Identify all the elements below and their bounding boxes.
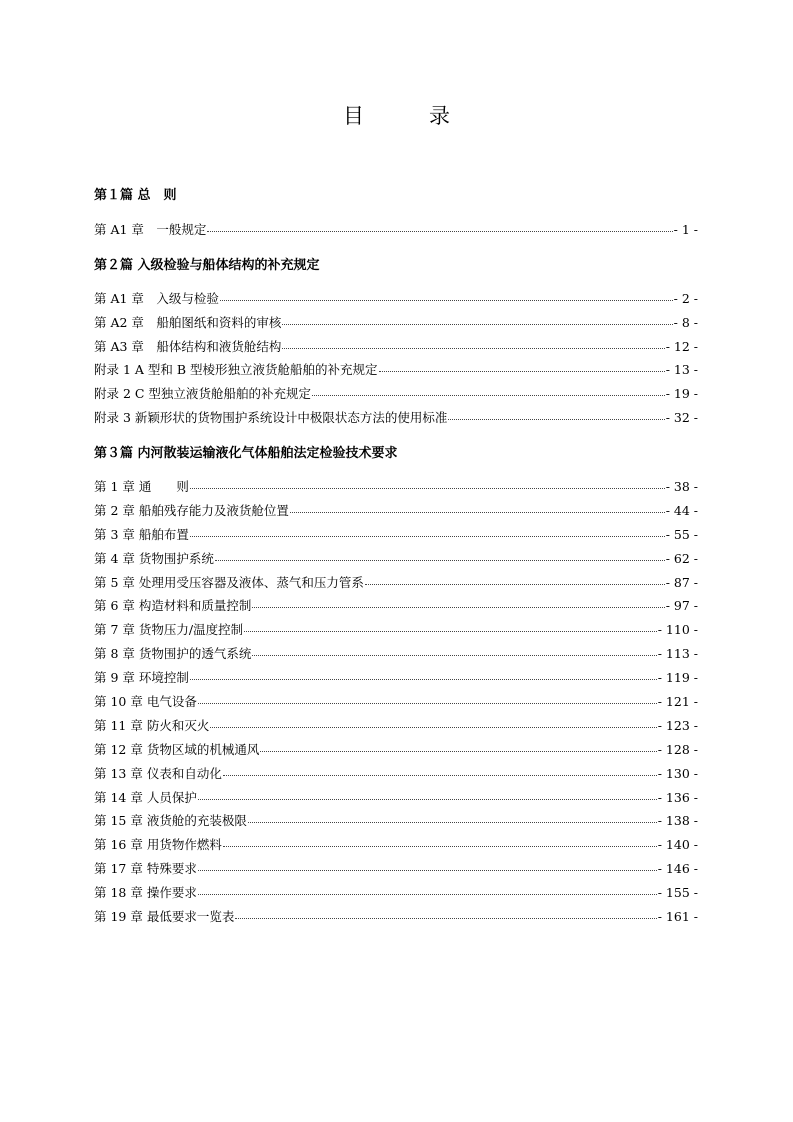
toc-entry-label: 第 A3 章 船体结构和液货舱结构 bbox=[94, 339, 282, 354]
toc-entry[interactable] bbox=[94, 313, 698, 331]
toc-entry-label: 第 17 章 特殊要求 bbox=[94, 861, 197, 876]
toc-entry-label: 第 8 章 货物围护的透气系统 bbox=[94, 646, 252, 661]
toc-entry[interactable] bbox=[94, 360, 698, 378]
toc-entry[interactable] bbox=[94, 644, 698, 662]
toc-entry[interactable] bbox=[94, 835, 698, 853]
toc-entry-page: - 13 - bbox=[665, 362, 698, 377]
toc-entry[interactable] bbox=[94, 740, 698, 758]
toc-entry-label: 第 3 章 船舶布置 bbox=[94, 527, 189, 542]
leader-dots bbox=[365, 583, 665, 585]
toc-entry[interactable] bbox=[94, 501, 698, 519]
part-heading: 第２篇 入级检验与船体结构的补充规定 bbox=[94, 258, 320, 273]
toc-entry-page: - 136 - bbox=[657, 790, 698, 805]
toc-entry-page: - 161 - bbox=[657, 909, 698, 924]
toc-entry-label: 附录 1 A 型和 B 型棱形独立液货舱船舶的补充规定 bbox=[94, 362, 378, 377]
leader-dots bbox=[252, 654, 656, 656]
toc-entry[interactable] bbox=[94, 907, 698, 925]
toc-entry-page: - 123 - bbox=[657, 718, 698, 733]
toc-entry-page: - 130 - bbox=[657, 766, 698, 781]
toc-entry[interactable] bbox=[94, 692, 698, 710]
leader-dots bbox=[223, 845, 657, 847]
leader-dots bbox=[190, 678, 657, 680]
leader-dots bbox=[198, 893, 657, 895]
toc-entry-page: - 121 - bbox=[657, 694, 698, 709]
toc-entry-page: - 138 - bbox=[657, 813, 698, 828]
toc-entry-label: 第 A1 章 一般规定 bbox=[94, 222, 207, 237]
toc-entry-label: 第 11 章 防火和灭火 bbox=[94, 718, 210, 733]
toc-entry-label: 第 2 章 船舶残存能力及液货舱位置 bbox=[94, 503, 289, 518]
toc-entry-page: - 8 - bbox=[673, 315, 698, 330]
toc-entry-label: 附录 3 新颖形状的货物围护系统设计中极限状态方法的使用标准 bbox=[94, 410, 448, 425]
toc-entry-page: - 2 - bbox=[673, 291, 698, 306]
toc-entry-label: 第 A1 章 入级与检验 bbox=[94, 291, 219, 306]
toc-entry[interactable] bbox=[94, 337, 698, 355]
leader-dots bbox=[244, 630, 657, 632]
leader-dots bbox=[215, 559, 665, 561]
leader-dots bbox=[252, 606, 664, 608]
toc-entry[interactable] bbox=[94, 788, 698, 806]
part-heading: 第３篇 内河散装运输液化气体船舶法定检验技术要求 bbox=[94, 446, 398, 461]
toc-entry[interactable] bbox=[94, 620, 698, 638]
toc-entry[interactable] bbox=[94, 764, 698, 782]
toc-entry-label: 第 4 章 货物围护系统 bbox=[94, 551, 214, 566]
toc-entry[interactable] bbox=[94, 525, 698, 543]
toc-entry[interactable] bbox=[94, 811, 698, 829]
toc-entry-page: - 38 - bbox=[665, 479, 698, 494]
toc-entry-page: - 87 - bbox=[665, 575, 698, 590]
leader-dots bbox=[210, 726, 656, 728]
toc-entry[interactable] bbox=[94, 220, 698, 238]
toc-entry-page: - 19 - bbox=[665, 386, 698, 401]
toc-entry-page: - 55 - bbox=[665, 527, 698, 542]
toc-entry-page: - 1 - bbox=[673, 222, 698, 237]
toc-entry-page: - 119 - bbox=[657, 670, 698, 685]
toc-entry-page: - 128 - bbox=[657, 742, 698, 757]
toc-entry-page: - 110 - bbox=[657, 622, 698, 637]
leader-dots bbox=[260, 750, 656, 752]
leader-dots bbox=[282, 347, 664, 349]
leader-dots bbox=[248, 821, 657, 823]
toc-entry-page: - 44 - bbox=[665, 503, 698, 518]
toc-entry-page: - 97 - bbox=[665, 598, 698, 613]
page-title: 目 录 bbox=[343, 104, 472, 128]
toc-entry-label: 第 14 章 人员保护 bbox=[94, 790, 197, 805]
leader-dots bbox=[190, 487, 665, 489]
toc-entry-label: 第 13 章 仪表和自动化 bbox=[94, 766, 222, 781]
toc-entry-label: 第 15 章 液货舱的充装极限 bbox=[94, 813, 247, 828]
toc-entry-label: 第 1 章 通 则 bbox=[94, 479, 189, 494]
toc-entry-label: 第 6 章 构造材料和质量控制 bbox=[94, 598, 252, 613]
toc-entry[interactable] bbox=[94, 668, 698, 686]
leader-dots bbox=[190, 535, 665, 537]
leader-dots bbox=[207, 230, 672, 232]
toc-entry-page: - 146 - bbox=[657, 861, 698, 876]
toc-entry[interactable] bbox=[94, 549, 698, 567]
toc-entry[interactable] bbox=[94, 859, 698, 877]
toc-entry-label: 第 5 章 处理用受压容器及液体、蒸气和压力管系 bbox=[94, 575, 364, 590]
toc-entry[interactable] bbox=[94, 596, 698, 614]
leader-dots bbox=[448, 418, 664, 420]
toc-entry-page: - 62 - bbox=[665, 551, 698, 566]
toc-entry[interactable] bbox=[94, 384, 698, 402]
toc-entry-label: 附录 2 C 型独立液货舱船舶的补充规定 bbox=[94, 386, 311, 401]
toc-entry[interactable] bbox=[94, 408, 698, 426]
toc-entry-label: 第 A2 章 船舶图纸和资料的审核 bbox=[94, 315, 282, 330]
part-heading: 第１篇 总 则 bbox=[94, 188, 177, 203]
toc-entry-label: 第 12 章 货物区域的机械通风 bbox=[94, 742, 260, 757]
toc-entry-label: 第 16 章 用货物作燃料 bbox=[94, 837, 222, 852]
leader-dots bbox=[282, 323, 672, 325]
leader-dots bbox=[290, 511, 665, 513]
toc-entry-page: - 12 - bbox=[665, 339, 698, 354]
toc-entry-page: - 155 - bbox=[657, 885, 698, 900]
toc-entry-page: - 113 - bbox=[657, 646, 698, 661]
leader-dots bbox=[223, 774, 657, 776]
toc-entry-label: 第 10 章 电气设备 bbox=[94, 694, 197, 709]
toc-entry[interactable] bbox=[94, 716, 698, 734]
toc-entry-label: 第 19 章 最低要求一览表 bbox=[94, 909, 235, 924]
leader-dots bbox=[198, 798, 657, 800]
leader-dots bbox=[198, 702, 657, 704]
toc-entry[interactable] bbox=[94, 883, 698, 901]
leader-dots bbox=[198, 869, 657, 871]
toc-entry-label: 第 9 章 环境控制 bbox=[94, 670, 189, 685]
leader-dots bbox=[379, 370, 665, 372]
leader-dots bbox=[312, 394, 665, 396]
toc-entry-page: - 32 - bbox=[665, 410, 698, 425]
toc-entry-label: 第 18 章 操作要求 bbox=[94, 885, 197, 900]
toc-entry[interactable] bbox=[94, 289, 698, 307]
toc-entry-page: - 140 - bbox=[657, 837, 698, 852]
toc-entry-label: 第 7 章 货物压力/温度控制 bbox=[94, 622, 244, 637]
toc-entry[interactable] bbox=[94, 573, 698, 591]
toc-entry[interactable] bbox=[94, 477, 698, 495]
leader-dots bbox=[220, 299, 673, 301]
leader-dots bbox=[235, 917, 656, 919]
